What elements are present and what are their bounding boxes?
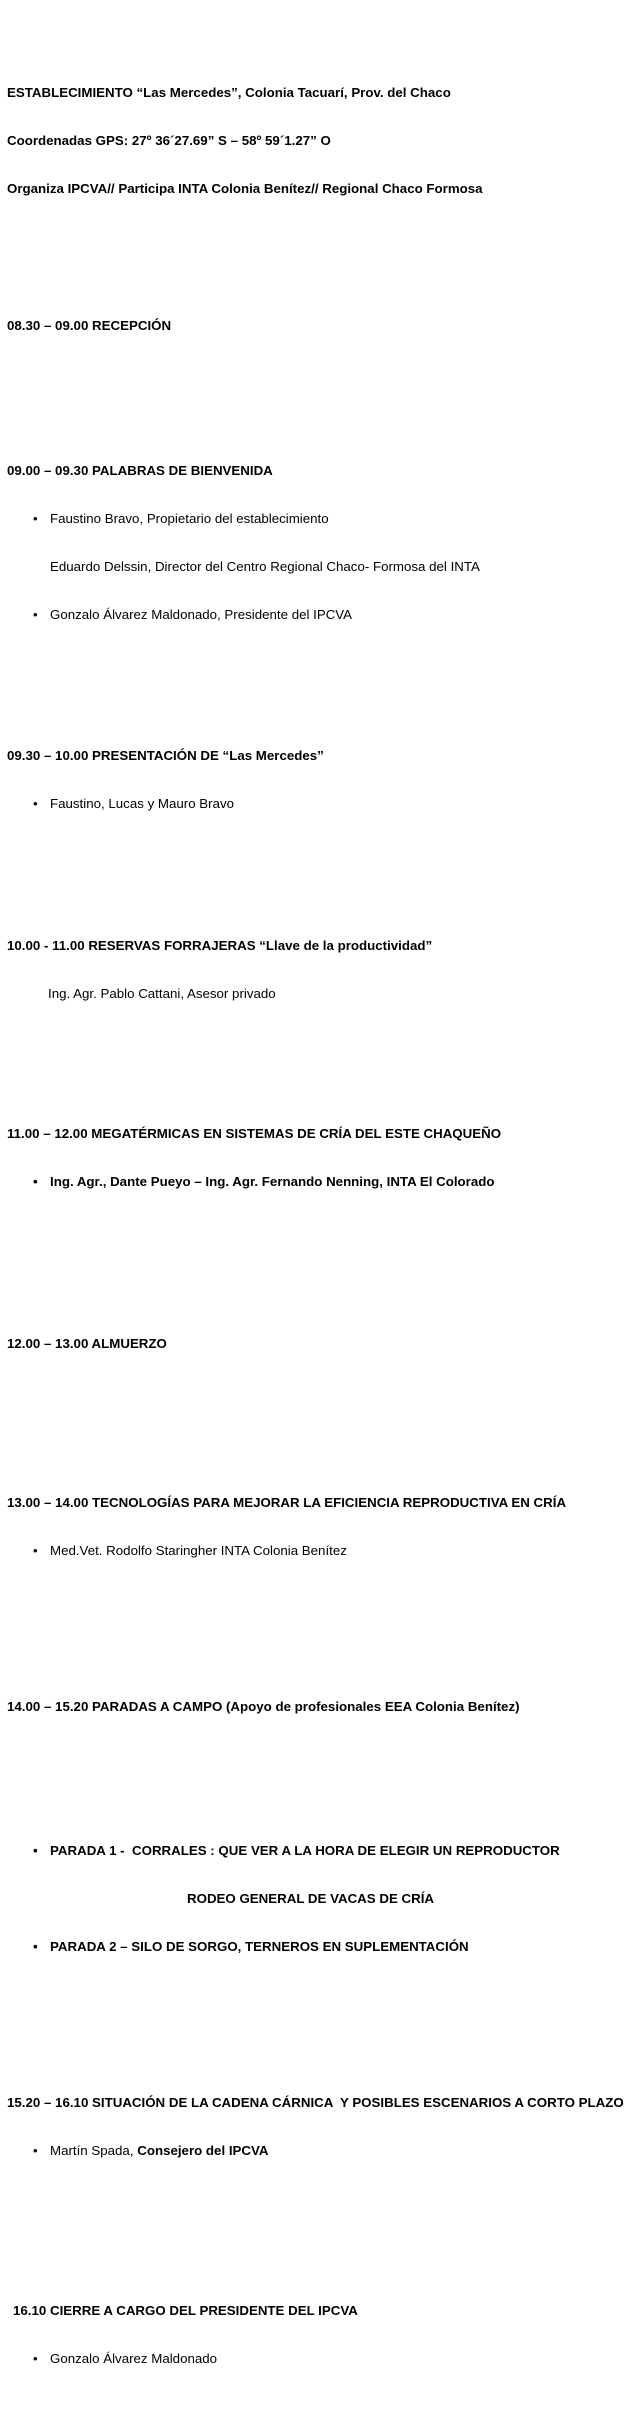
agenda-item [7,986,628,1002]
bullet-icon: • [33,607,38,622]
bullet-icon: • [33,1843,38,1858]
section-palabras-bienvenida [7,431,628,655]
agenda-item-text: Ing. Agr., Dante Pueyo – Ing. Agr. Fernando Nenning, INTA El Colorado [50,1174,495,1189]
bullet-icon: • [33,1174,38,1189]
agenda-item [7,1939,628,1955]
section-heading: 12.00 – 13.00 ALMUERZO [7,1336,167,1351]
section-reservas-forrajeras [7,906,628,1034]
agenda-item-text: Med.Vet. Rodolfo Staringher INTA Colonia Benítez [50,1543,347,1558]
agenda-item-text: Faustino Bravo, Propietario del establecimiento [50,511,329,526]
header-gps-coordinates: Coordenadas GPS: 27º 36´27.69” S – 58º 59´1.27” O [7,133,331,148]
section-paradas-campo-heading [7,1667,628,1747]
agenda-item-text: Eduardo Delssin, Director del Centro Regional Chaco- Formosa del INTA [50,559,480,574]
agenda-item [7,511,628,527]
section-heading: 11.00 – 12.00 MEGATÉRMICAS EN SISTEMAS DE CRÍA DEL ESTE CHAQUEÑO [7,1126,502,1141]
section-heading: 16.10 CIERRE A CARGO DEL PRESIDENTE DEL IPCVA [13,2303,358,2318]
section-heading: 09.00 – 09.30 PALABRAS DE BIENVENIDA [7,463,273,478]
section-heading: 08.30 – 09.00 RECEPCIÓN [7,318,172,333]
section-almuerzo [7,1304,628,1384]
agenda-item [7,559,628,575]
agenda-item-text-bold: Consejero del IPCVA [137,2143,269,2158]
agenda-item [7,1174,628,1190]
header-organizers: Organiza IPCVA// Participa INTA Colonia Benítez// Regional Chaco Formosa [7,181,483,196]
section-heading: 13.00 – 14.00 TECNOLOGÍAS PARA MEJORAR LA EFICIENCIA REPRODUCTIVA EN CRÍA [7,1495,567,1510]
section-situacion-cadena [7,2063,628,2191]
bullet-icon: • [33,796,38,811]
bullet-icon: • [33,1939,38,1954]
section-heading: 14.00 – 15.20 PARADAS A CAMPO (Apoyo de profesionales EEA Colonia Benítez) [7,1699,520,1714]
section-paradas-campo-items [7,1811,628,1987]
agenda-item [7,2143,628,2159]
agenda-item-text: Ing. Agr. Pablo Cattani, Asesor privado [48,986,276,1001]
section-heading: 15.20 – 16.10 SITUACIÓN DE LA CADENA CÁRNICA Y POSIBLES ESCENARIOS A CORTO PLAZO [7,2095,624,2110]
agenda-item [7,607,628,623]
section-tecnologias [7,1463,628,1591]
agenda-item [7,796,628,812]
agenda-item [7,2351,628,2367]
bullet-icon: • [33,1543,38,1558]
agenda-item-text: RODEO GENERAL DE VACAS DE CRÍA [187,1891,435,1906]
bullet-icon: • [33,2143,38,2158]
section-heading: 10.00 - 11.00 RESERVAS FORRAJERAS “Llave de la productividad” [7,938,433,953]
agenda-item-text: Martín Spada, [50,2143,138,2158]
document-header [7,53,628,229]
section-cierre [7,2271,628,2399]
agenda-item [7,1891,628,1907]
bullet-icon: • [33,2351,38,2366]
agenda-item-text: Faustino, Lucas y Mauro Bravo [50,796,235,811]
bullet-icon: • [33,511,38,526]
section-presentacion [7,716,628,844]
section-megatermicas [7,1094,628,1222]
section-recepcion [7,286,628,366]
agenda-item-text: PARADA 2 – SILO DE SORGO, TERNEROS EN SUPLEMENTACIÓN [50,1939,469,1954]
header-establishment: ESTABLECIMIENTO “Las Mercedes”, Colonia Tacuarí, Prov. del Chaco [7,85,451,100]
agenda-item [7,1543,628,1559]
agenda-item-text: Gonzalo Álvarez Maldonado, Presidente del IPCVA [50,607,353,622]
agenda-item-text: Gonzalo Álvarez Maldonado [50,2351,218,2366]
agenda-item-text: PARADA 1 - CORRALES : QUE VER A LA HORA DE ELEGIR UN REPRODUCTOR [50,1843,560,1858]
section-heading: 09.30 – 10.00 PRESENTACIÓN DE “Las Mercedes” [7,748,324,763]
agenda-item [7,1843,628,1859]
